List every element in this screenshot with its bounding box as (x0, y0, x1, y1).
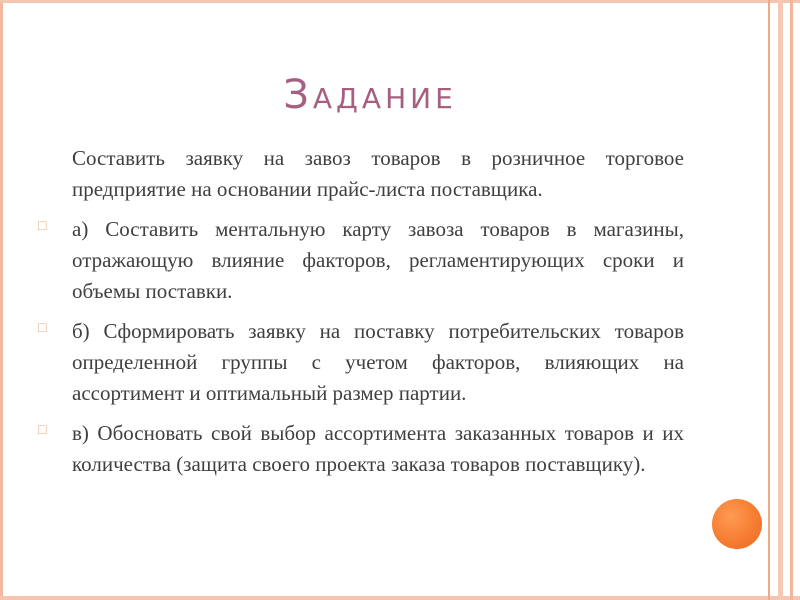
list-item-text: в) Обосновать свой выбор ассортимента заказанных товаров и их количества (защита своего проекта заказа товаров поставщику). (72, 421, 684, 476)
list-item-text: а) Составить ментальную карту завоза товаров в магазины, отражающую влияние факторов, регламентирующих сроки и объемы поставки. (72, 217, 684, 303)
frame-top-border (0, 0, 800, 3)
list-item (38, 214, 684, 307)
list-item (38, 418, 684, 480)
list-item (38, 316, 684, 409)
bullet-square-icon: □ (38, 219, 47, 234)
frame-right-stripe (790, 0, 793, 600)
frame-right-stripe (768, 0, 770, 600)
bullet-square-icon: □ (38, 321, 47, 336)
slide-content (38, 143, 684, 489)
decorative-circle (712, 499, 762, 549)
intro-paragraph: Составить заявку на завоз товаров в розничное торговое предприятие на основании прайс-листа поставщика. (72, 146, 684, 201)
list-item-text: б) Сформировать заявку на поставку потребительских товаров определенной группы с учетом факторов, влияющих на ассортимент и оптимальный размер партии. (72, 319, 684, 405)
bullet-square-icon: □ (38, 423, 47, 438)
slide-title: Задание (283, 72, 457, 118)
frame-right-stripe (778, 0, 783, 600)
frame-bottom-border (0, 596, 800, 600)
